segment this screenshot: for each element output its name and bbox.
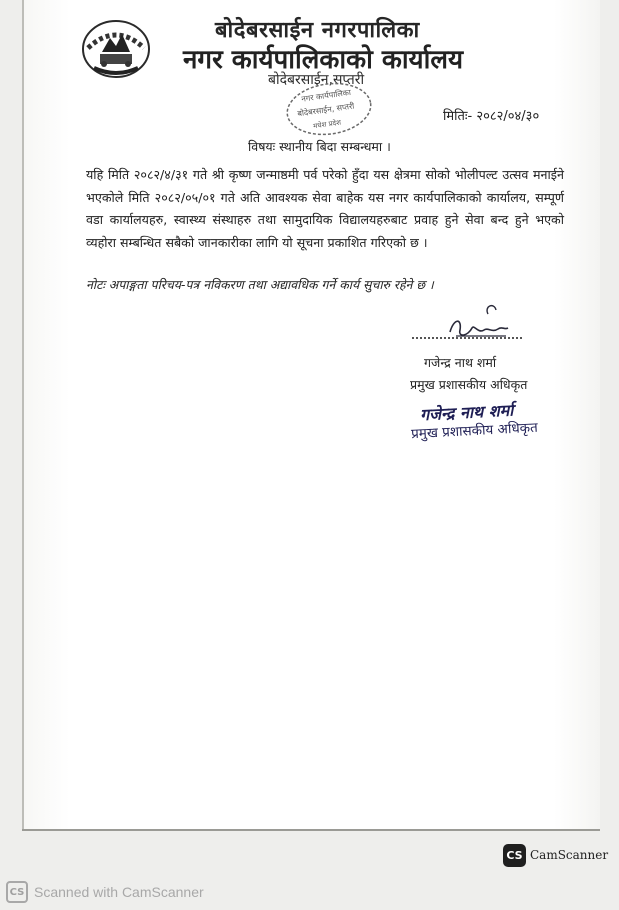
signature-line (412, 337, 522, 339)
scan-footer-text: Scanned with CamScanner (34, 884, 204, 900)
handwritten-signature (440, 300, 520, 350)
page-edge-divider (22, 829, 600, 831)
scan-footer (6, 881, 204, 903)
title-stamp: प्रमुख प्रशासकीय अधिकृत (410, 419, 539, 443)
office-name: नगर कार्यपालिकाको कार्यालय (183, 45, 464, 75)
nepal-emblem-icon (80, 18, 152, 80)
seal-line-2: बोदेबरसाईन, सप्तरी (296, 101, 355, 119)
issue-date: मितिः- २०८२/०४/३० (443, 109, 540, 124)
seal-line-3: मधेश प्रदेश (312, 118, 342, 131)
camscanner-badge (503, 843, 608, 867)
notice-subject: विषयः स्थानीय बिदा सम्बन्धमा । (248, 139, 391, 154)
signatory-title: प्रमुख प्रशासकीय अधिकृत (410, 377, 528, 392)
office-location: बोदेबरसाईन,सप्तरी (268, 72, 365, 88)
notice-note: नोटः अपाङ्गता परिचय-पत्र नविकरण तथा अद्यावधिक गर्ने कार्य सुचारु रहेने छ । (86, 277, 434, 292)
municipality-name: बोदेबरसाईन नगरपालिका (215, 17, 420, 43)
name-stamp: गजेन्द्र नाथ शर्मा (419, 400, 514, 425)
signatory-name: गजेन्द्र नाथ शर्मा (424, 355, 497, 370)
office-seal (283, 80, 375, 138)
camscanner-logo-icon: CS (503, 844, 526, 867)
camscanner-badge-text: CamScanner (530, 848, 609, 862)
notice-body: यहि मिति २०८२/४/३१ गते श्री कृष्ण जन्माष्ठमी पर्व परेको हुँदा यस क्षेत्रमा सोको भोलीपल्ट उत्सव मनाईने भएकोले मिति २०८२/०५/०१ गते अति आवश्यक सेवा बाहेक यस नगर कार्यपालिकाको कार्यालय, सम्पूर्ण वडा कार्यालयहरु, स्वास्थ्य संस्थाहरु तथा सामुदायिक विद्यालयहरुबाट प्रवाह हुने सेवा बन्द हुने भएको व्यहोरा सम्बन्धित सबैको जानकारीका लागि यो सूचना प्रकाशित गरिएको छ । (86, 167, 564, 250)
camscanner-footer-logo-icon: CS (6, 881, 28, 903)
seal-line-1: नगर कार्यपालिका (300, 87, 352, 104)
